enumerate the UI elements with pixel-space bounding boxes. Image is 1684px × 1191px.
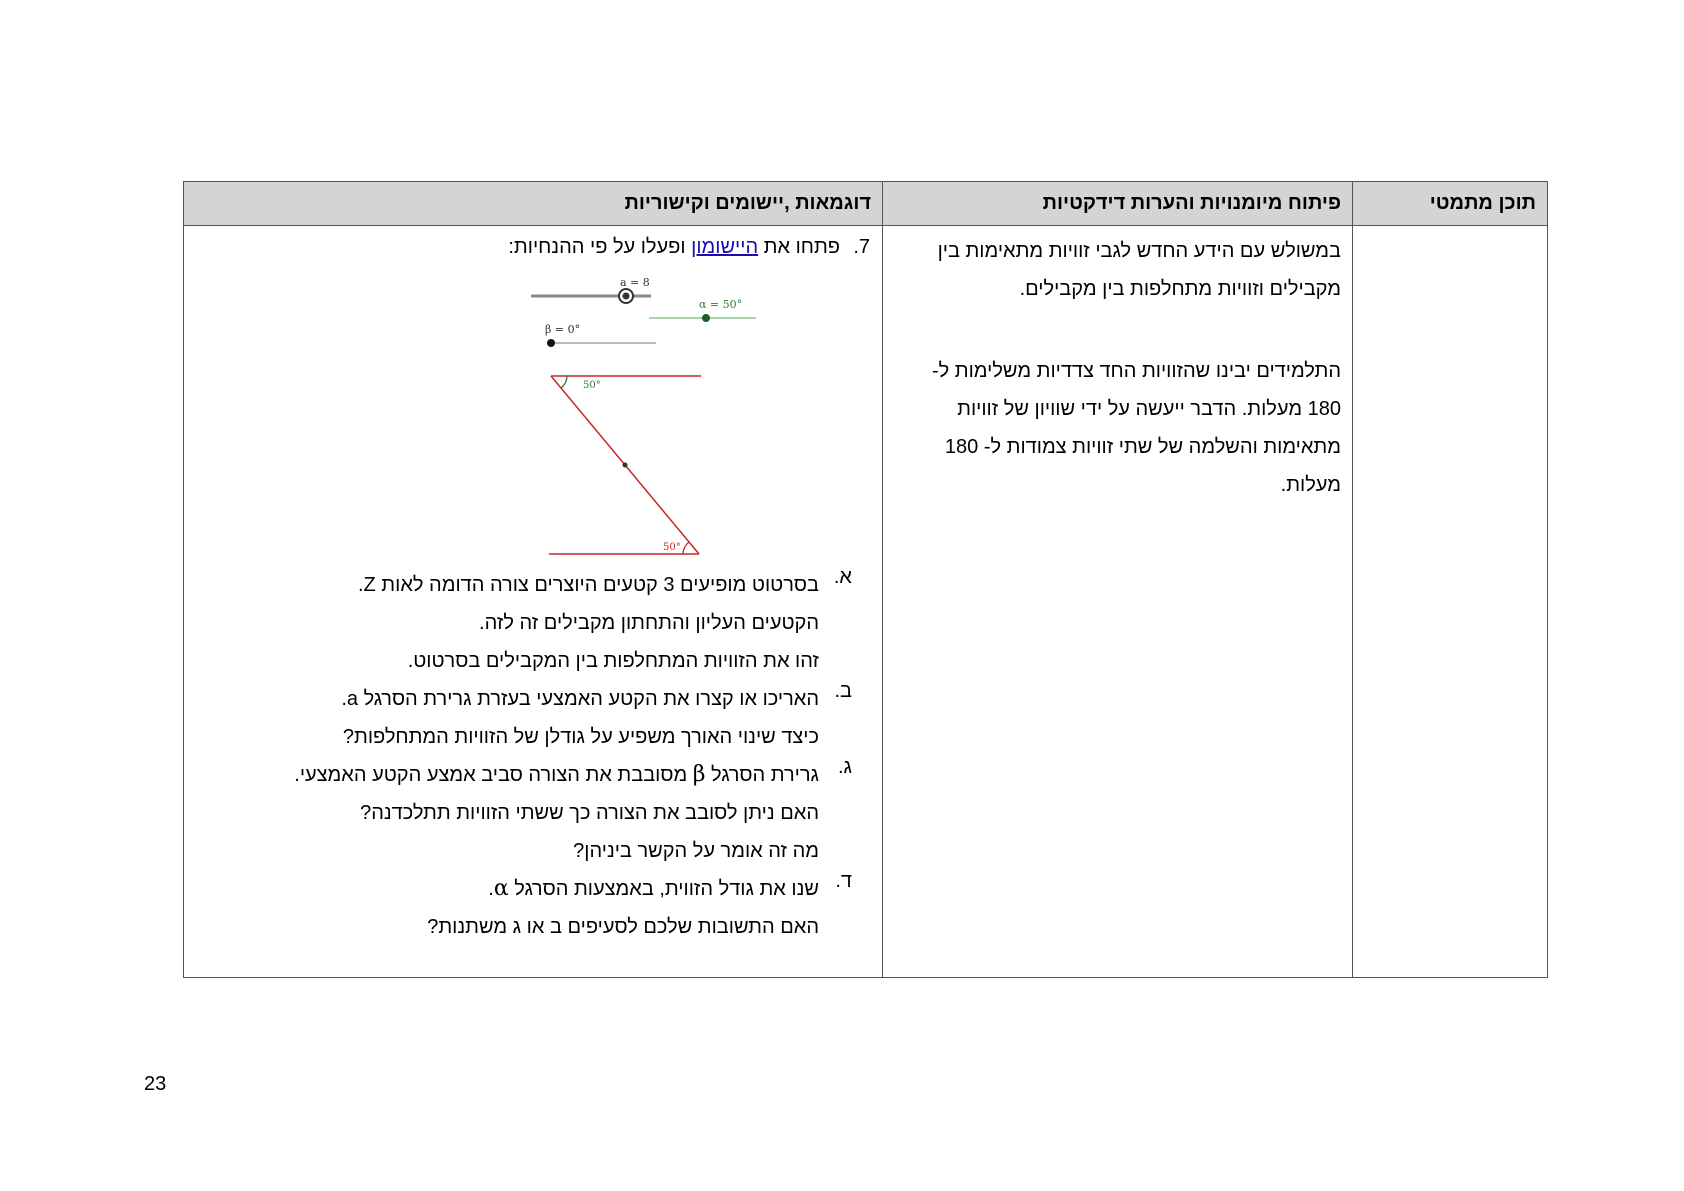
item-lines: [194, 756, 819, 870]
item-line: האם ניתן לסובב את הצורה כך ששתי הזוויות תתלכדנה?: [360, 802, 819, 824]
header-row: [184, 182, 1548, 226]
exercise-item-a: [194, 566, 870, 680]
bottom-angle-label: 50°: [663, 542, 681, 553]
item-letter: ג.: [837, 756, 852, 778]
top-angle-arc: [561, 376, 567, 388]
app-link[interactable]: היישומון: [691, 236, 759, 258]
page-number: 23: [144, 1073, 167, 1095]
item-line: האם התשובות שלכם לסעיפים ב או ג משתנות?: [427, 916, 819, 938]
item-letter: ב.: [834, 680, 852, 702]
z-shape-diagram: [531, 276, 781, 566]
dev-line: מתאימות והשלמה של שתי זוויות צמודות ל- 180: [944, 436, 1341, 458]
exercise-item-b: [194, 680, 870, 756]
intro-before: פתחו את: [758, 236, 840, 258]
midpoint-dot: [623, 463, 628, 468]
exercise-item-d: [194, 870, 870, 946]
item-line: מה זה אומר על הקשר ביניהן?: [573, 840, 819, 862]
item-line: הקטעים העליון והתחתון מקבילים זה לזה.: [479, 612, 819, 634]
beta-symbol: β: [692, 762, 706, 787]
slider-beta-handle[interactable]: [547, 339, 555, 347]
alpha-symbol: α: [493, 876, 509, 901]
bottom-angle-arc: [683, 542, 689, 554]
body-row: [184, 226, 1548, 978]
examples-cell: [184, 226, 883, 978]
item-text: גרירת הסרגל: [705, 764, 819, 786]
item-text: .: [488, 878, 494, 900]
dev-line: מקבילים וזוויות מתחלפות בין מקבילים.: [1019, 278, 1341, 300]
item-line: [194, 870, 819, 908]
item-line: זהו את הזוויות המתחלפות בין המקבילים בסרטוט.: [407, 650, 819, 672]
header-examples: דוגמאות ,יישומים וקישוריות: [184, 182, 883, 226]
item-lines: [194, 870, 819, 946]
dev-line: התלמידים יבינו שהזוויות החד צדדיות משלימות ל-: [931, 360, 1341, 382]
item-line: האריכו או קצרו את הקטע האמצעי בעזרת גרירת הסרגל a.: [341, 688, 819, 710]
intro-after: ופעלו על פי ההנחיות:: [508, 236, 692, 258]
header-development: פיתוח מיומנויות והערות דידקטיות: [883, 182, 1353, 226]
exercise-intro-text: [508, 232, 840, 262]
dev-line: 180 מעלות. הדבר ייעשה על ידי שוויון של זוויות: [957, 398, 1341, 420]
content-cell: [1353, 226, 1548, 978]
dev-line: במשולש עם הידע החדש לגבי זוויות מתאימות בין: [937, 240, 1341, 262]
top-angle-label: 50°: [583, 380, 601, 391]
item-letter: ד.: [835, 870, 852, 892]
item-lines: [194, 566, 819, 680]
item-line: [194, 756, 819, 794]
header-content: תוכן מתמטי: [1353, 182, 1548, 226]
item-lines: [194, 680, 819, 756]
item-text: מסובבת את הצורה סביב אמצע הקטע האמצעי.: [294, 764, 693, 786]
item-letter: א.: [833, 566, 852, 588]
exercise-intro: [194, 232, 870, 262]
development-cell: [883, 226, 1353, 978]
slider-beta-label: β = 0°: [545, 323, 581, 336]
slider-alpha-handle[interactable]: [702, 314, 710, 322]
exercise-item-c: [194, 756, 870, 870]
item-line: בסרטוט מופיעים 3 קטעים היוצרים צורה הדומה לאות Z.: [357, 574, 819, 596]
geogebra-figure: [194, 276, 870, 566]
dev-line: מעלות.: [1280, 474, 1341, 496]
exercise-number: 7.: [853, 236, 870, 258]
dev-spacer: [893, 308, 1341, 352]
item-line: כיצד שינוי האורך משפיע על גודלן של הזוויות המתחלפות?: [342, 726, 819, 748]
slider-a-handle-dot: [623, 293, 630, 300]
curriculum-table: [183, 181, 1548, 978]
item-text: שנו את גודל הזווית, באמצעות הסרגל: [508, 878, 819, 900]
slider-a-label: a = 8: [620, 276, 650, 289]
slider-alpha-label: α = 50°: [699, 298, 743, 311]
